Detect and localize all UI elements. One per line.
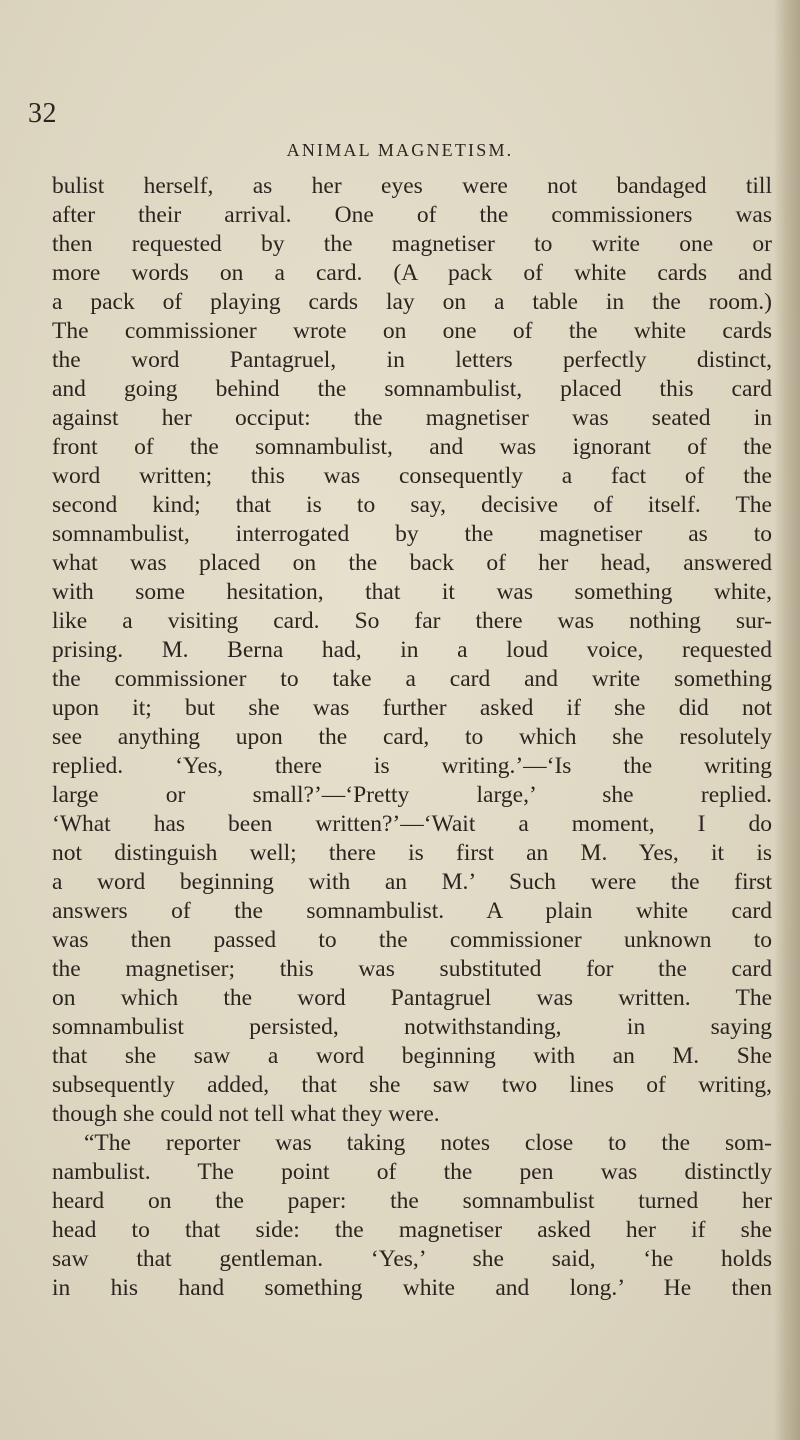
text-line: though she could not tell what they were. <box>52 1101 440 1127</box>
text-line: was then passed to the commissioner unknown to <box>52 927 772 953</box>
text-line: upon it; but she was further asked if she did not <box>52 695 772 721</box>
text-line: against her occiput: the magnetiser was seated in <box>52 405 772 431</box>
text-line: bulist herself, as her eyes were not bandaged till <box>52 173 772 199</box>
text-line: second kind; that is to say, decisive of itself. The <box>52 492 772 518</box>
text-line: and going behind the somnambulist, placed this card <box>52 376 772 402</box>
text-line: in his hand something white and long.’ He then <box>52 1275 772 1301</box>
text-line: then requested by the magnetiser to write one or <box>52 231 772 257</box>
text-line: somnambulist, interrogated by the magnetiser as to <box>52 521 772 547</box>
text-line: front of the somnambulist, and was ignorant of the <box>52 434 772 460</box>
text-line: replied. ‘Yes, there is writing.’—‘Is the writing <box>52 753 772 779</box>
text-line: subsequently added, that she saw two lines of writing, <box>52 1072 772 1098</box>
text-line: large or small?’—‘Pretty large,’ she replied. <box>52 782 772 808</box>
text-line: the word Pantagruel, in letters perfectly distinct, <box>52 347 772 373</box>
text-line: the commissioner to take a card and write something <box>52 666 772 692</box>
text-line: a word beginning with an M.’ Such were the first <box>52 869 772 895</box>
page-edge-shadow <box>774 0 800 1440</box>
text-line: “The reporter was taking notes close to the som- <box>84 1130 772 1156</box>
text-line: nambulist. The point of the pen was distinctly <box>52 1159 772 1185</box>
text-line: not distinguish well; there is first an M. Yes, it is <box>52 840 772 866</box>
text-line: like a visiting card. So far there was nothing sur- <box>52 608 772 634</box>
text-line: somnambulist persisted, notwithstanding, in saying <box>52 1014 772 1040</box>
text-line: what was placed on the back of her head, answered <box>52 550 772 576</box>
text-line: ‘What has been written?’—‘Wait a moment, I do <box>52 811 772 837</box>
text-line: word written; this was consequently a fact of the <box>52 463 772 489</box>
text-line: a pack of playing cards lay on a table in the room.) <box>52 289 772 315</box>
text-line: see anything upon the card, to which she resolutely <box>52 724 772 750</box>
text-line: that she saw a word beginning with an M. She <box>52 1043 772 1069</box>
page-number: 32 <box>28 98 57 129</box>
body-text <box>52 172 772 1303</box>
text-line: more words on a card. (A pack of white cards and <box>52 260 772 286</box>
text-line: the magnetiser; this was substituted for the card <box>52 956 772 982</box>
text-line: heard on the paper: the somnambulist turned her <box>52 1188 772 1214</box>
running-head: ANIMAL MAGNETISM. <box>286 140 514 160</box>
text-line: head to that side: the magnetiser asked her if she <box>52 1217 772 1243</box>
text-line: answers of the somnambulist. A plain white card <box>52 898 772 924</box>
text-line: prising. M. Berna had, in a loud voice, requested <box>52 637 772 663</box>
text-line: on which the word Pantagruel was written. The <box>52 985 772 1011</box>
text-line: saw that gentleman. ‘Yes,’ she said, ‘he holds <box>52 1246 772 1272</box>
text-line: after their arrival. One of the commissioners was <box>52 202 772 228</box>
text-line: The commissioner wrote on one of the white cards <box>52 318 772 344</box>
text-line: with some hesitation, that it was something white, <box>52 579 772 605</box>
